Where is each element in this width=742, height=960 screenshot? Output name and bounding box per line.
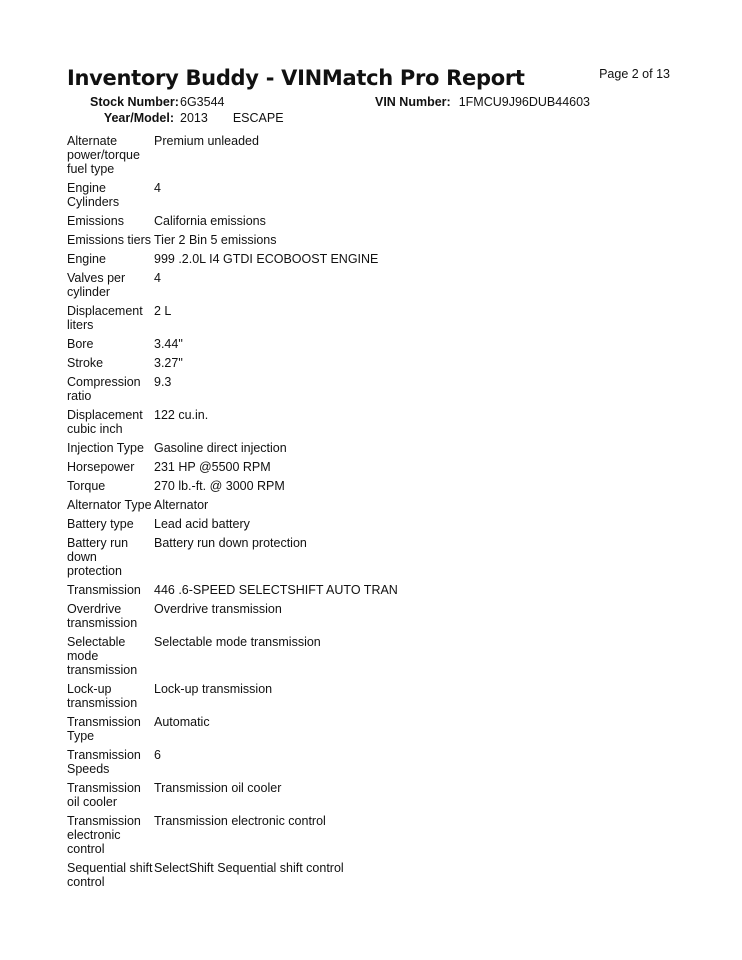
spec-value: 2 L [154, 304, 172, 318]
spec-row [67, 498, 667, 512]
spec-row [67, 252, 667, 266]
spec-label: Transmission electronic control [67, 814, 141, 856]
spec-row [67, 602, 667, 630]
year-model-label: Year/Model: [103, 111, 174, 125]
spec-value: California emissions [154, 214, 266, 228]
model-value: ESCAPE [232, 111, 284, 125]
spec-label: Engine [67, 252, 106, 266]
spec-value: Transmission oil cooler [154, 781, 282, 795]
spec-label: Injection Type [67, 441, 144, 455]
spec-value: Overdrive transmission [154, 602, 282, 616]
spec-value: 4 [154, 181, 161, 195]
spec-label: Transmission [67, 583, 141, 597]
spec-label: Battery type [67, 517, 134, 531]
spec-label: Overdrive transmission [67, 602, 138, 630]
year-value: 2013 [180, 111, 208, 125]
spec-label: Compression ratio [67, 375, 141, 403]
spec-label: Valves per cylinder [67, 271, 126, 299]
spec-value: 231 HP @5500 RPM [154, 460, 271, 474]
spec-label: Lock-up transmission [67, 682, 138, 710]
spec-label: Emissions [67, 214, 124, 228]
spec-value: Automatic [154, 715, 210, 729]
spec-row [67, 375, 667, 403]
spec-row [67, 479, 667, 493]
spec-label: Displacement cubic inch [67, 408, 143, 436]
spec-row [67, 271, 667, 299]
spec-value: 3.27" [154, 356, 183, 370]
report-title: Inventory Buddy - VINMatch Pro Report [67, 66, 525, 90]
spec-label: Alternator Type [67, 498, 152, 512]
spec-row [67, 214, 667, 228]
spec-value: 6 [154, 748, 161, 762]
spec-row [67, 814, 667, 856]
spec-label: Transmission Type [67, 715, 141, 743]
spec-value: Selectable mode transmission [154, 635, 321, 649]
spec-row [67, 233, 667, 247]
spec-label: Horsepower [67, 460, 135, 474]
spec-label: Stroke [67, 356, 104, 370]
spec-row [67, 635, 667, 677]
spec-row [67, 715, 667, 743]
spec-row [67, 304, 667, 332]
spec-value: 446 .6-SPEED SELECTSHIFT AUTO TRAN [154, 583, 398, 597]
spec-row [67, 861, 667, 889]
spec-value: SelectShift Sequential shift control [154, 861, 344, 875]
spec-value: Tier 2 Bin 5 emissions [154, 233, 277, 247]
spec-label: Transmission Speeds [67, 748, 141, 776]
spec-value: 3.44" [154, 337, 183, 351]
spec-label: Emissions tiers [67, 233, 152, 247]
spec-row [67, 781, 667, 809]
spec-label: Engine Cylinders [67, 181, 120, 209]
vin-number-line [375, 95, 590, 109]
vin-number-label: VIN Number: [375, 95, 451, 109]
spec-row [67, 682, 667, 710]
spec-value: 999 .2.0L I4 GTDI ECOBOOST ENGINE [154, 252, 379, 266]
spec-label: Torque [67, 479, 106, 493]
spec-row [67, 337, 667, 351]
spec-row [67, 460, 667, 474]
stock-number-label: Stock Number: [90, 95, 179, 109]
spec-table [67, 134, 667, 894]
spec-label: Battery run down protection [67, 536, 129, 578]
stock-number-line [90, 95, 224, 109]
spec-row [67, 583, 667, 597]
spec-value: Gasoline direct injection [154, 441, 287, 455]
spec-label: Alternate power/torque fuel type [67, 134, 140, 176]
spec-value: Lead acid battery [154, 517, 250, 531]
spec-row [67, 408, 667, 436]
spec-label: Displacement liters [67, 304, 143, 332]
spec-row [67, 356, 667, 370]
spec-value: Premium unleaded [154, 134, 259, 148]
spec-value: Transmission electronic control [154, 814, 326, 828]
spec-value: 122 cu.in. [154, 408, 209, 422]
spec-row [67, 441, 667, 455]
page-number: Page 2 of 13 [599, 67, 670, 81]
spec-row [67, 134, 667, 176]
spec-value: 9.3 [154, 375, 172, 389]
spec-label: Selectable mode transmission [67, 635, 138, 677]
stock-number-value: 6G3544 [180, 95, 225, 109]
spec-row [67, 517, 667, 531]
spec-row [67, 748, 667, 776]
spec-value: Alternator [154, 498, 209, 512]
spec-label: Bore [67, 337, 94, 351]
spec-value: Battery run down protection [154, 536, 307, 550]
spec-row [67, 181, 667, 209]
spec-label: Transmission oil cooler [67, 781, 141, 809]
year-model-line [90, 111, 284, 125]
spec-value: 4 [154, 271, 161, 285]
spec-value: 270 lb.-ft. @ 3000 RPM [154, 479, 285, 493]
spec-row [67, 536, 667, 578]
spec-label: Sequential shift control [67, 861, 153, 889]
spec-value: Lock-up transmission [154, 682, 273, 696]
vin-number-value: 1FMCU9J96DUB44603 [458, 95, 591, 109]
